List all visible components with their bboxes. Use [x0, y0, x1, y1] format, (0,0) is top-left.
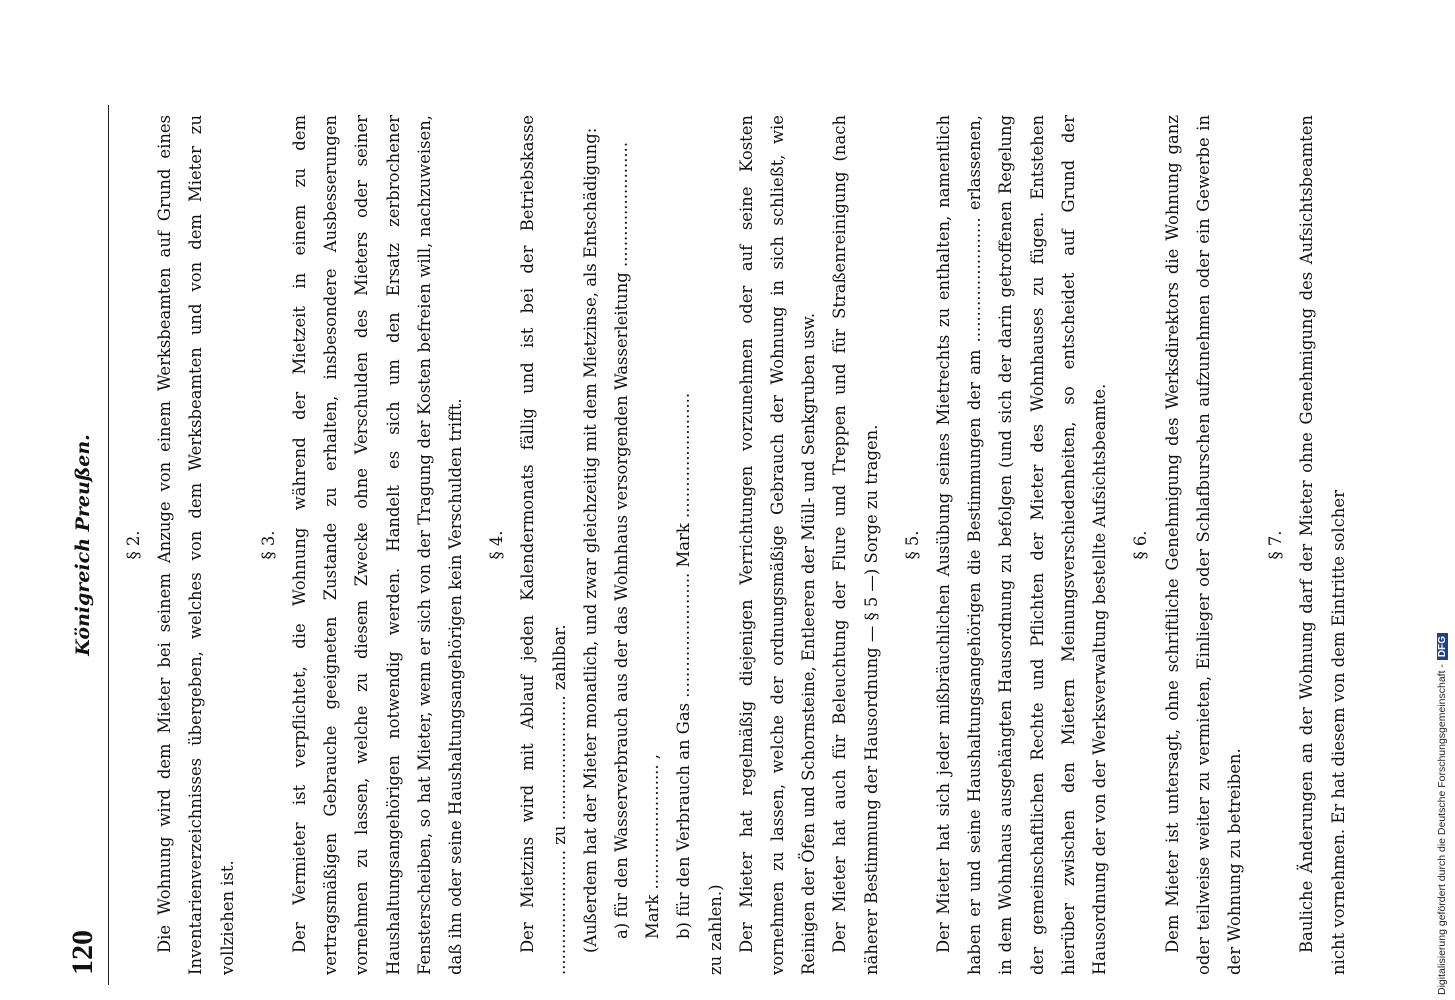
- digitization-credit: [1436, 633, 1448, 995]
- paragraph: zu zahlen.): [705, 884, 725, 975]
- section-heading: § 6.: [1131, 530, 1151, 560]
- list-item: a) für den Wasserverbrauch aus der das Wohnhaus versorgenden Wasserleitung ........................ Mark ........................ ,: [612, 141, 663, 939]
- section-heading: § 7.: [1266, 530, 1286, 560]
- section-heading: § 2.: [124, 530, 143, 560]
- rotated-text-block: [60, 105, 1420, 985]
- paragraph: Dem Mieter ist untersagt, ohne schriftliche Genehmigung des Werksdirektors die Wohnung ganz oder teilweise weiter zu vermieten, Einlieger oder Schlafburschen aufzunehmen oder ein Gewerbe in der Wohnung zu betreiben.: [1162, 115, 1244, 975]
- list-item: b) für den Verbrauch an Gas ........................ Mark ........................: [674, 392, 694, 939]
- credit-text: Digitalisierung gefördert durch die Deutsche Forschungsgemeinschaft -: [1436, 664, 1448, 995]
- dfg-logo: DFG: [1437, 633, 1448, 660]
- page-body: [118, 115, 1354, 975]
- section-heading: § 3.: [258, 530, 278, 560]
- page-header: [60, 105, 109, 985]
- section-heading: § 4.: [487, 530, 507, 560]
- paragraph: Der Mieter hat sich jeder mißbräuchlichen Ausübung seines Mietrechts zu enthalten, namentlich haben er und seine Haushaltungsangehörigen die Bestimmungen der am ........................ erlassenen, in dem Wohnhaus ausgehängten Hausordnung zu befolgen (und sich der darin getroffenen Regelung der gemeinschaftlichen Rechte und Pflichten der Mieter des Wohnhauses zu fügen. Entstehen hierüber zwischen den Mietern Meinungsverschiedenheiten, so entscheidet auf Grund der Hausordnung der von der Werksverwaltung bestellte Aufsichtsbeamte.: [934, 115, 1110, 975]
- paragraph: Der Mieter hat regelmäßig diejenigen Verrichtungen vorzunehmen oder auf seine Kosten vornehmen zu lassen, welche der ordnungsmäßige Gebrauch der Wohnung in sich schließt, wie Reinigen der Öfen und Schornsteine, Entleeren der Müll- und Senkgruben usw.: [736, 115, 819, 975]
- paragraph: Bauliche Änderungen an der Wohnung darf der Mieter ohne Genehmigung des Aufsichtsbeamten nicht vornehmen. Er hat diesem von dem Eintritte solcher: [1297, 115, 1348, 975]
- paragraph: Der Vermieter ist verpflichtet, die Wohnung während der Mietzeit in einem zu dem vertragsmäßigen Gebrauche geeigneten Zustande zu erhalten, insbesondere Ausbesserungen vornehmen zu lassen, welche zu diesem Zwecke ohne Verschulden des Mieters oder seiner Haushaltungsangehörigen notwendig werden. Handelt es sich um den Ersatz zerbrochener Fensterscheiben, so hat Mieter, wenn er sich von der Tragung der Kosten befreien will, nachzuweisen, daß ihn oder seine Haushaltungsangehörigen kein Verschulden trifft.: [290, 115, 466, 975]
- paragraph: Der Mieter hat auch für Beleuchtung der Flure und Treppen und für Straßenreinigung (nach näherer Bestimmung der Hausordnung — § 5 —) Sorge zu tragen.: [830, 115, 881, 975]
- paragraph: Die Wohnung wird dem Mieter bei seinem Anzuge von einem Werksbeamten auf Grund eines Inventarienverzeichnisses übergeben, welches von dem Werksbeamten und von dem Mieter zu vollziehen ist.: [155, 115, 237, 975]
- section-heading: § 5.: [902, 530, 922, 560]
- running-title: Königreich Preußen.: [72, 434, 94, 656]
- page-number: 120: [66, 930, 99, 975]
- paragraph: (Außerdem hat der Mieter monatlich, und zwar gleichzeitig mit dem Mietzinse, als Entschädigung:: [580, 127, 600, 953]
- paragraph: Der Mietzins wird mit Ablauf jeden Kalendermonats fällig und ist bei der Betriebskasse ........................ zu ........................ zahlbar.: [518, 115, 569, 975]
